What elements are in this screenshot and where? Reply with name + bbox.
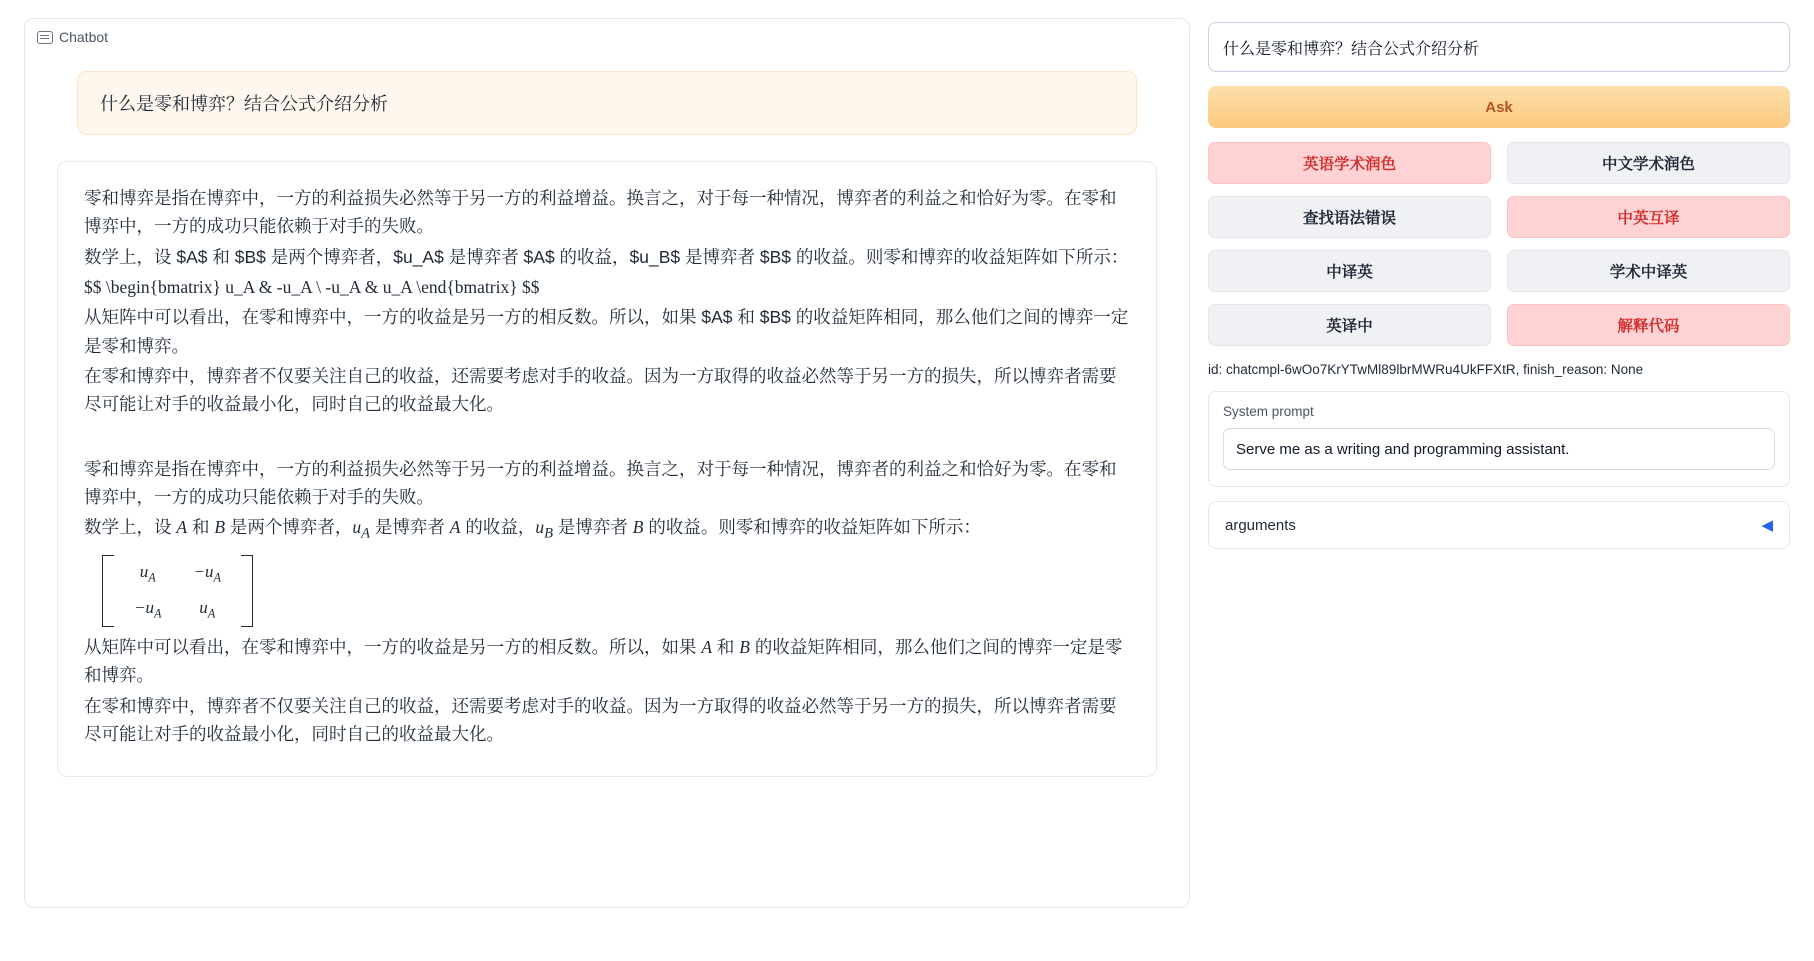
- var-B: B: [214, 517, 226, 538]
- arguments-accordion-label: arguments: [1225, 516, 1296, 534]
- payoff-matrix: [102, 555, 1130, 627]
- task-button-grammar-check[interactable]: 查找语法错误: [1208, 196, 1491, 238]
- var-uA: $u_A$: [352, 517, 371, 542]
- chatbot-panel-label: [37, 29, 108, 45]
- query-input[interactable]: [1208, 22, 1790, 72]
- chat-icon: [37, 31, 53, 44]
- matrix-cell-00: $u_A$: [139, 561, 156, 584]
- task-button-chinese-polish[interactable]: 中文学术润色: [1507, 142, 1790, 184]
- rendered-text-p4b: 和: [712, 636, 740, 657]
- response-meta: id: chatcmpl-6wOo7KrYTwMl89lbrMWRu4UkFFXtR, finish_reason: None: [1208, 362, 1644, 377]
- task-button-explain-code[interactable]: 解释代码: [1507, 304, 1790, 346]
- task-button-zh-to-en[interactable]: 中译英: [1208, 250, 1491, 292]
- matrix-table: [118, 555, 237, 627]
- matrix-cell-01: $-u_A$: [193, 561, 221, 584]
- matrix-cell-11: $u_A$: [199, 597, 216, 621]
- section-divider: [84, 421, 1130, 455]
- rendered-text-c: 是两个博弈者，: [225, 517, 353, 538]
- matrix-cell-10: $-u_A$: [134, 597, 162, 621]
- chatbot-panel: [24, 18, 1190, 908]
- chevron-left-icon: ◀: [1761, 517, 1773, 534]
- controls-panel: [1208, 18, 1790, 961]
- rendered-text-a: 数学上，设: [84, 517, 177, 538]
- matrix-row: [118, 591, 237, 627]
- system-prompt-card: [1208, 391, 1790, 487]
- matrix-left-bracket: [102, 555, 114, 627]
- rendered-text-e: 的收益，: [460, 517, 536, 538]
- var-B-2: B: [632, 517, 644, 538]
- user-message-text: 什么是零和博弈？结合公式介绍分析: [100, 94, 388, 114]
- system-prompt-input[interactable]: [1223, 428, 1775, 470]
- var-A-2: A: [449, 517, 461, 538]
- rendered-text-b: 和: [187, 517, 215, 538]
- ask-button[interactable]: Ask: [1208, 86, 1790, 128]
- bot-raw-paragraph-2: 数学上，设 $A$ 和 $B$ 是两个博弈者，$u_A$ 是博弈者 $A$ 的收益，$u_B$ 是博弈者 $B$ 的收益。则零和博弈的收益矩阵如下所示：: [84, 246, 1129, 267]
- bot-rendered-paragraph-1: 零和博弈是指在博弈中，一方的利益损失必然等于另一方的利益增益。换言之，对于每一种情况，博弈者的利益之和恰好为零。在零和博弈中，一方的成功只能依赖于对手的失败。: [84, 458, 1117, 508]
- system-prompt-label: System prompt: [1223, 404, 1314, 419]
- arguments-accordion[interactable]: [1208, 501, 1790, 549]
- matrix-right-bracket: [241, 555, 253, 627]
- task-button-en-to-zh[interactable]: 英译中: [1208, 304, 1491, 346]
- var-uB: $u_B$: [535, 517, 554, 542]
- rendered-text-g: 的收益。则零和博弈的收益矩阵如下所示：: [643, 517, 981, 538]
- rendered-text-p4c: 的收益矩阵相同，那么他们之间的博弈一定是零和博弈。: [84, 636, 1123, 686]
- var-A: A: [176, 517, 188, 538]
- bot-raw-paragraph-1: 零和博弈是指在博弈中，一方的利益损失必然等于另一方的利益增益。换言之，对于每一种情况，博弈者的利益之和恰好为零。在零和博弈中，一方的成功只能依赖于对手的失败。: [84, 188, 1117, 237]
- bot-raw-formula: $$ \begin{bmatrix} u_A & -u_A \ -u_A & u_A \end{bmatrix} $$: [84, 277, 540, 298]
- bot-rendered-paragraph-4: [84, 633, 1130, 690]
- matrix-row: [118, 555, 237, 591]
- rendered-text-p4a: 从矩阵中可以看出，在零和博弈中，一方的收益是另一方的相反数。所以，如果: [84, 636, 702, 657]
- chat-message-list: [39, 59, 1175, 893]
- bot-message-bubble: [57, 161, 1157, 777]
- user-message-bubble: [77, 71, 1137, 135]
- bot-raw-paragraph-4: 从矩阵中可以看出，在零和博弈中，一方的收益是另一方的相反数。所以，如果 $A$ 和 $B$ 的收益矩阵相同，那么他们之间的博弈一定是零和博弈。: [84, 307, 1129, 356]
- var-B-3: B: [739, 636, 750, 657]
- var-A-3: A: [701, 636, 713, 657]
- task-button-english-polish[interactable]: 英语学术润色: [1208, 142, 1491, 184]
- bot-raw-paragraph-5: 在零和博弈中，博弈者不仅要关注自己的收益，还需要考虑对手的收益。因为一方取得的收益必然等于另一方的损失，所以博弈者需要尽可能让对手的收益最小化，同时自己的收益最大化。: [84, 366, 1117, 415]
- task-button-grid: [1208, 142, 1790, 346]
- chatbot-label-text: Chatbot: [59, 29, 109, 45]
- bot-rendered-paragraph-5: 在零和博弈中，博弈者不仅要关注自己的收益，还需要考虑对手的收益。因为一方取得的收益必然等于另一方的损失，所以博弈者需要尽可能让对手的收益最小化，同时自己的收益最大化。: [84, 695, 1117, 744]
- task-button-zh-en-translate[interactable]: 中英互译: [1507, 196, 1790, 238]
- rendered-text-d: 是博弈者: [370, 517, 450, 538]
- bot-rendered-paragraph-2: [84, 513, 1130, 546]
- task-button-academic-zh-to-en[interactable]: 学术中译英: [1507, 250, 1790, 292]
- rendered-text-f: 是博弈者: [553, 517, 633, 538]
